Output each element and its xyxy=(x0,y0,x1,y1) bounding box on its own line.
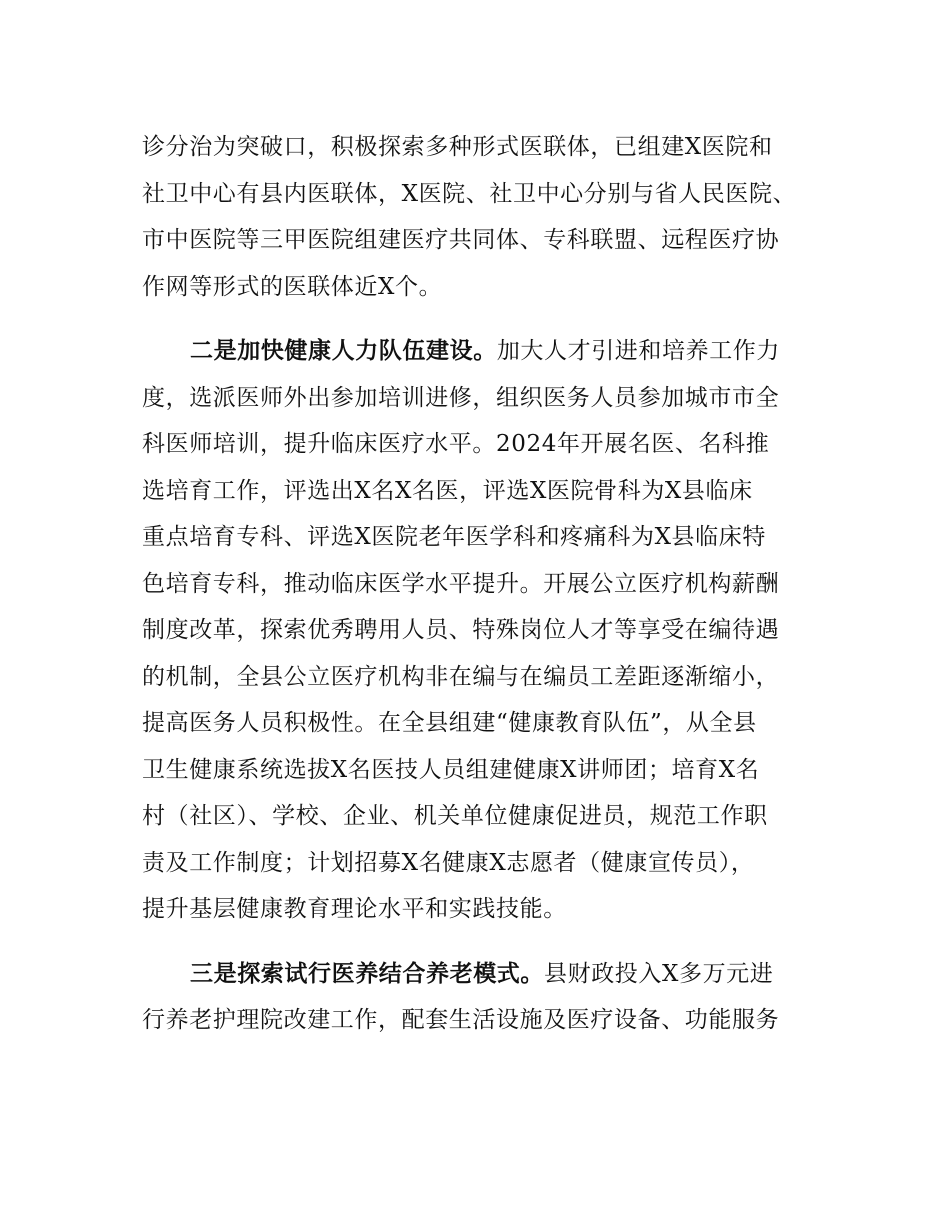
paragraph-spacer xyxy=(142,933,822,951)
text-line: 度，选派医师外出参加培训进修，组织医务人员参加城市市全 xyxy=(142,384,780,411)
text-line xyxy=(142,328,822,375)
text-line: 选培育工作，评选出X名X名医，评选X医院骨科为X县临床 xyxy=(142,477,753,504)
text-line xyxy=(142,951,822,998)
text-line: 行养老护理院改建工作，配套生活设施及医疗设备、功能服务 xyxy=(142,1007,780,1033)
text-line: 市中医院等三甲医院组建医疗共同体、专科联盟、远程医疗协 xyxy=(142,227,780,253)
text-line: 提高医务人员积极性。在全县组建“健康教育队伍”，从全县 xyxy=(142,710,757,736)
text-line: 社卫中心有县内医联体，X医院、社卫中心分别与省人民医院、 xyxy=(142,180,797,207)
text-line: 制度改革，探索优秀聘用人员、特殊岗位人才等享受在编待遇 xyxy=(142,617,780,643)
paragraph-lead-heading: 二是加快健康人力队伍建设。 xyxy=(190,338,497,364)
paragraph-first-line-text: 县财政投入X多万元进 xyxy=(544,960,774,987)
text-line: 卫生健康系统选拔X名医技人员组建健康X讲师团；培育X名 xyxy=(142,756,760,783)
document-body xyxy=(142,124,822,1044)
text-line: 的机制，全县公立医疗机构非在编与在编员工差距逐渐缩小， xyxy=(142,663,780,690)
text-line: 提升基层健康教育理论水平和实践技能。 xyxy=(142,896,567,922)
paragraph-spacer xyxy=(142,310,822,328)
text-line: 重点培育专科、评选X医院老年医学科和疼痛科为X县临床特 xyxy=(142,524,766,550)
paragraph-first-line-text: 加大人才引进和培养工作力 xyxy=(496,338,781,364)
paragraph-1 xyxy=(142,124,822,310)
paragraph-3 xyxy=(142,951,822,1044)
paragraph-lead-heading: 三是探索试行医养结合养老模式。 xyxy=(190,960,544,987)
text-line: 村（社区）、学校、企业、机关单位健康促进员，规范工作职 xyxy=(142,803,768,829)
text-line: 责及工作制度；计划招募X名健康X志愿者（健康宣传员）， xyxy=(142,849,755,876)
paragraph-2 xyxy=(142,328,822,933)
text-line: 色培育专科，推动临床医学水平提升。开展公立医疗机构薪酬 xyxy=(142,570,780,597)
text-line: 作网等形式的医联体近X个。 xyxy=(142,273,443,300)
text-line: 科医师培训，提升临床医疗水平。2024年开展名医、名科推 xyxy=(142,431,770,457)
text-line: 诊分治为突破口，积极探索多种形式医联体，已组建X医院和 xyxy=(142,134,773,160)
